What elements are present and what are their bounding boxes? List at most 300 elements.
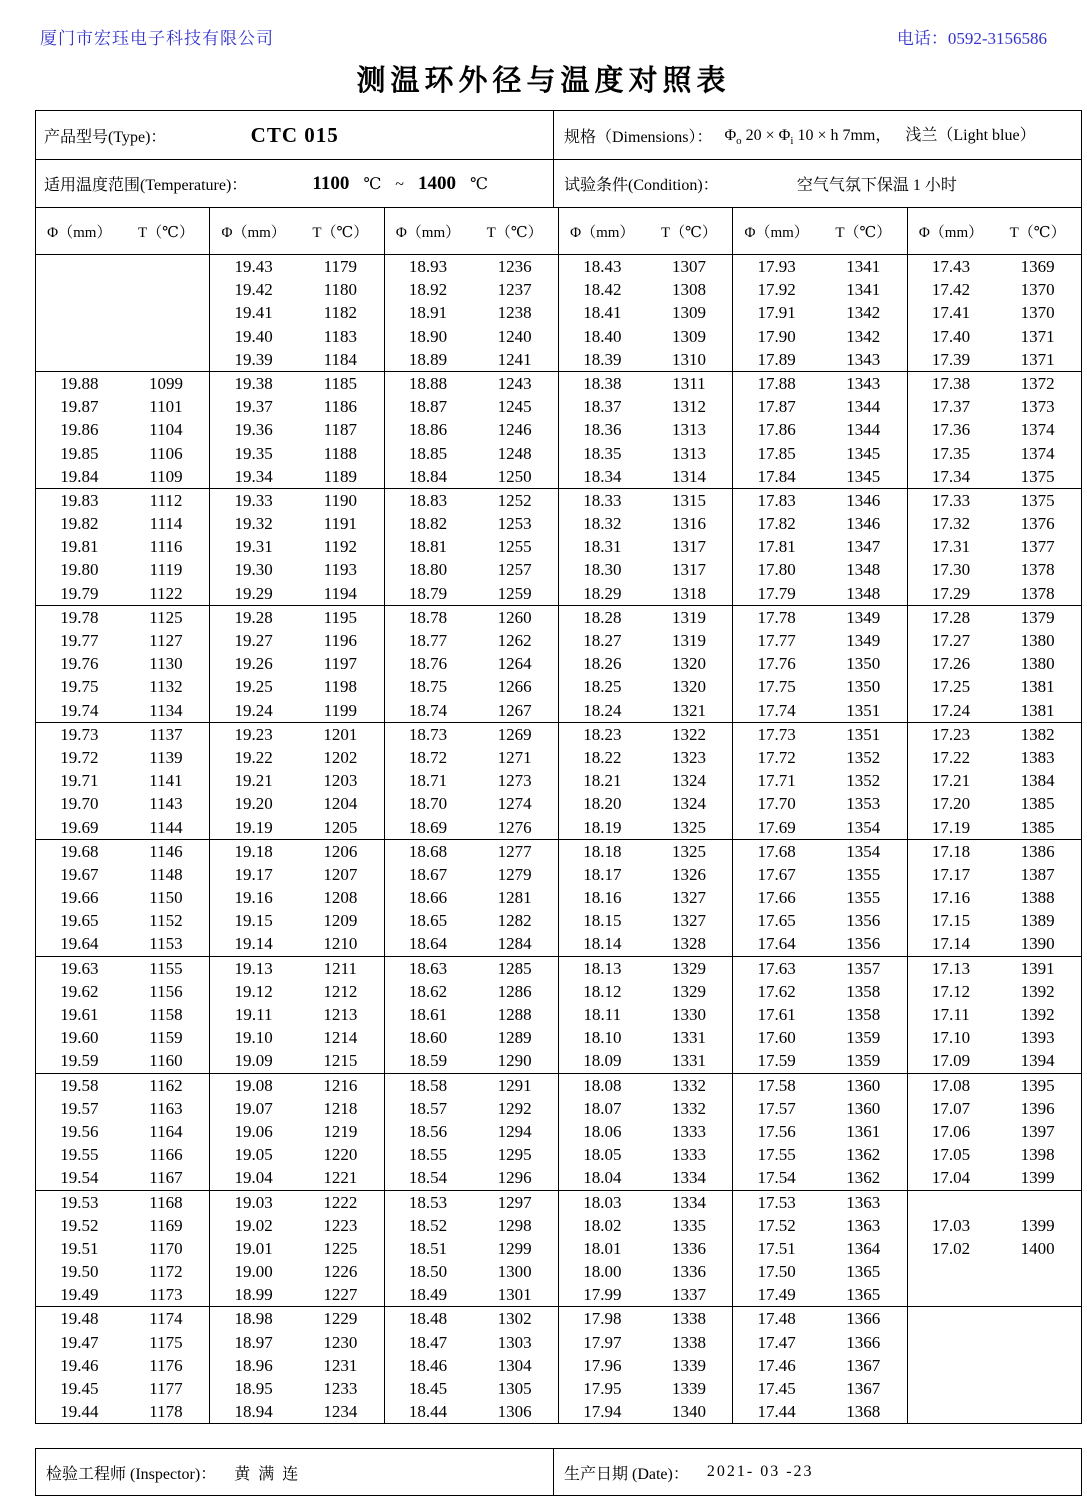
phi-value: 19.67: [60, 864, 99, 884]
phi-value: 19.27: [234, 631, 273, 650]
phi-value: 19.68: [60, 841, 99, 861]
t-value: 1333: [671, 1145, 706, 1165]
t-value: 1218: [323, 1098, 358, 1118]
phi-value: 19.40: [234, 326, 273, 346]
table-row: [908, 1400, 1081, 1423]
t-value: 1295: [497, 1145, 532, 1165]
table-row: [36, 629, 209, 652]
table-row: [733, 886, 906, 909]
t-value: 1273: [497, 771, 532, 791]
phi-value: 19.78: [60, 607, 99, 627]
table-row: [210, 1307, 383, 1330]
row-band: [385, 722, 558, 839]
table-row: [385, 1283, 558, 1306]
column-header-pair: [209, 208, 383, 254]
table-row: [210, 278, 383, 301]
table-row: [559, 629, 732, 652]
t-value: [994, 1400, 1081, 1423]
table-row: [733, 1354, 906, 1377]
table-row: [210, 418, 383, 441]
t-value: 1241: [497, 349, 532, 369]
phi-value: 18.97: [234, 1332, 273, 1352]
company-name: 厦门市宏珏电子科技有限公司: [40, 29, 274, 48]
phi-value: 19.25: [234, 677, 273, 697]
t-value: 1144: [149, 817, 183, 837]
row-band: [385, 1190, 558, 1307]
phi-value: 19.84: [60, 466, 99, 486]
t-value: 1212: [323, 981, 358, 1001]
table-row: [733, 582, 906, 605]
table-row: [908, 1354, 1081, 1377]
phi-value: 17.90: [757, 326, 796, 346]
phi-value: 17.76: [757, 654, 796, 674]
table-row: [210, 1097, 383, 1120]
phi-value: 17.69: [757, 817, 796, 837]
phi-value: 17.54: [757, 1168, 796, 1188]
row-band: [36, 1073, 209, 1190]
t-value: 1358: [846, 981, 881, 1001]
phi-value: 18.24: [583, 700, 622, 720]
table-row: [908, 325, 1081, 348]
t-value: 1222: [323, 1192, 358, 1212]
phi-value: 19.61: [60, 1005, 99, 1024]
t-value: 1302: [497, 1309, 532, 1329]
phi-value: 19.10: [234, 1028, 273, 1048]
t-value: 1330: [671, 1005, 706, 1024]
t-value: 1205: [323, 817, 358, 837]
phi-value: 17.27: [931, 631, 971, 650]
table-row: [908, 1377, 1081, 1400]
table-row: [908, 792, 1081, 815]
phi-value: 17.12: [931, 981, 971, 1001]
t-value: 1355: [846, 864, 881, 884]
phi-value: 19.53: [60, 1192, 99, 1212]
table-row: [908, 1026, 1081, 1049]
t-value: 1378: [1020, 583, 1055, 603]
t-value: 1371: [1020, 349, 1055, 369]
table-row: [385, 1191, 558, 1214]
dim-mid: 20 × Φ: [741, 127, 791, 145]
table-row: [559, 395, 732, 418]
table-row: [559, 1354, 732, 1377]
table-row: [385, 1354, 558, 1377]
row-band: [210, 1306, 383, 1423]
inspector-name: 黄 满 连: [234, 1465, 301, 1483]
row-band: [36, 488, 209, 605]
table-row: [385, 886, 558, 909]
phi-value: [908, 1400, 995, 1423]
table-row: [733, 1214, 906, 1237]
phi-value: 18.74: [408, 700, 448, 720]
t-value: 1109: [149, 466, 183, 486]
phi-value: 17.44: [757, 1402, 796, 1422]
column-header-pair: [384, 208, 558, 254]
phi-value: [36, 348, 123, 371]
table-row: [733, 465, 906, 488]
t-value: 1213: [323, 1005, 358, 1024]
t-value: 1214: [323, 1028, 358, 1048]
phi-value: 19.59: [60, 1051, 99, 1071]
row-band: [559, 255, 732, 371]
phi-value: 18.67: [408, 864, 448, 884]
t-value: 1155: [149, 958, 183, 978]
table-row: [908, 909, 1081, 932]
phi-value: 19.73: [60, 724, 99, 744]
date-cell: [554, 1449, 1081, 1495]
table-row: [210, 1260, 383, 1283]
t-value: 1173: [149, 1285, 183, 1305]
phi-value: 18.32: [583, 514, 622, 534]
t-value: 1338: [671, 1332, 706, 1352]
table-row: [385, 1074, 558, 1097]
phi-value: 19.57: [60, 1098, 99, 1118]
table-row: [385, 372, 558, 395]
table-row: [733, 489, 906, 512]
table-row: [559, 816, 732, 839]
phi-value: 19.31: [234, 537, 273, 557]
phi-value: 17.86: [757, 420, 796, 440]
table-row: [559, 746, 732, 769]
t-value: 1334: [671, 1168, 706, 1188]
phi-value: 18.76: [408, 654, 448, 674]
color-note: 浅兰（Light blue）: [905, 127, 1036, 145]
t-value: 1336: [671, 1262, 706, 1282]
table-row: [385, 278, 558, 301]
table-row: [559, 465, 732, 488]
table-row: [36, 1331, 209, 1354]
phi-value: 18.56: [408, 1121, 448, 1141]
table-row: [559, 1214, 732, 1237]
phi-value: 18.80: [408, 560, 448, 580]
t-value: 1349: [846, 607, 881, 627]
phi-value: 18.73: [408, 724, 448, 744]
t-value: 1391: [1020, 958, 1055, 978]
phi-value: 17.49: [757, 1285, 796, 1305]
phi-value: 17.56: [757, 1121, 796, 1141]
phi-value: 17.98: [583, 1309, 622, 1329]
table-row: [559, 301, 732, 324]
t-value: [123, 325, 210, 348]
type-value: CTC 015: [250, 122, 339, 147]
row-band: [908, 605, 1081, 722]
phi-value: 17.14: [931, 934, 971, 954]
t-value: 1314: [671, 466, 706, 486]
table-row: [733, 255, 906, 278]
phi-header: Φ（mm）: [395, 224, 461, 241]
phi-value: 17.72: [757, 747, 796, 767]
row-band: [210, 722, 383, 839]
t-value: 1358: [846, 1005, 881, 1024]
table-row: [210, 1026, 383, 1049]
table-row: [210, 629, 383, 652]
table-row: [385, 1307, 558, 1330]
phi-value: 18.69: [408, 817, 448, 837]
t-value: 1356: [846, 911, 881, 931]
table-row: [210, 442, 383, 465]
row-band: [733, 722, 906, 839]
phi-value: 19.50: [60, 1262, 99, 1282]
table-row: [908, 1166, 1081, 1189]
phi-value: 18.06: [583, 1121, 622, 1141]
phi-value: 19.15: [234, 911, 273, 931]
t-value: 1341: [846, 280, 881, 300]
t-value: 1158: [149, 1005, 183, 1024]
phi-value: 19.47: [60, 1332, 99, 1352]
phi-value: 19.87: [60, 397, 99, 417]
table-row: [385, 1143, 558, 1166]
table-row: [210, 1214, 383, 1237]
t-value: 1322: [671, 724, 706, 744]
table-row: [559, 348, 732, 371]
phi-value: 18.28: [583, 607, 622, 627]
t-value: 1377: [1020, 537, 1055, 557]
phi-value: 17.75: [757, 677, 796, 697]
t-value: 1267: [497, 700, 532, 720]
t-value: 1159: [149, 1028, 183, 1048]
phi-value: 17.33: [931, 490, 971, 510]
t-value: 1361: [846, 1121, 881, 1141]
phi-value: 18.13: [583, 958, 622, 978]
phi-value: 17.88: [757, 373, 796, 393]
t-value: 1340: [671, 1402, 706, 1422]
phi-value: 17.55: [757, 1145, 796, 1165]
table-row: [733, 1026, 906, 1049]
phi-value: 18.89: [408, 349, 448, 369]
table-row: [733, 1237, 906, 1260]
phi-value: [36, 301, 123, 324]
phi-value: 18.68: [408, 841, 448, 861]
t-value: 1269: [497, 724, 532, 744]
row-band: [733, 488, 906, 605]
table-row: [733, 840, 906, 863]
table-row: [210, 957, 383, 980]
table-row: [733, 1400, 906, 1423]
t-value: 1317: [671, 537, 706, 557]
t-value: 1327: [671, 911, 706, 931]
phi-value: 18.44: [408, 1402, 448, 1422]
table-row: [733, 1074, 906, 1097]
table-row: [559, 325, 732, 348]
table-row: [559, 957, 732, 980]
t-value: 1356: [846, 934, 881, 954]
table-row: [733, 1377, 906, 1400]
t-header: T（℃）: [138, 224, 194, 241]
t-value: 1331: [671, 1051, 706, 1071]
row-band: [733, 1306, 906, 1423]
phi-value: 18.71: [408, 771, 448, 791]
phi-value: 17.10: [931, 1028, 971, 1048]
t-value: 1156: [149, 981, 183, 1001]
table-row: [908, 816, 1081, 839]
t-value: 1343: [846, 349, 881, 369]
row-band: [908, 1190, 1081, 1307]
table-row: [36, 886, 209, 909]
phi-value: 19.86: [60, 420, 99, 440]
table-row: [908, 278, 1081, 301]
dim-size: 10 × h 7mm，: [793, 127, 892, 145]
phi-value: 17.41: [931, 303, 971, 323]
phi-value: 19.36: [234, 420, 273, 440]
table-row: [210, 909, 383, 932]
phi-value: 18.14: [583, 934, 622, 954]
t-value: 1143: [149, 794, 183, 814]
phi-value: 17.78: [757, 607, 796, 627]
t-value: 1366: [846, 1332, 881, 1352]
phi-value: 19.45: [60, 1379, 99, 1398]
phi-value: 18.05: [583, 1145, 622, 1165]
table-row: [385, 769, 558, 792]
phi-value: [908, 1307, 995, 1330]
phi-value: 18.91: [408, 303, 448, 323]
table-row: [385, 1049, 558, 1072]
table-row: [36, 1049, 209, 1072]
phi-value: 17.93: [757, 257, 796, 276]
phi-value: 19.48: [60, 1309, 99, 1329]
phi-value: 18.99: [234, 1285, 273, 1305]
table-row: [210, 769, 383, 792]
t-header: T（℃）: [835, 224, 892, 241]
phi-value: 19.33: [234, 490, 273, 510]
t-value: [994, 1191, 1081, 1214]
table-row: [733, 1283, 906, 1306]
table-row: [385, 606, 558, 629]
t-value: 1243: [497, 373, 532, 393]
row-band: [733, 956, 906, 1073]
table-row: [559, 886, 732, 909]
t-value: 1266: [497, 677, 532, 697]
phi-value: 17.23: [931, 724, 971, 744]
phi-value: 17.22: [931, 747, 971, 767]
table-row: [908, 1307, 1081, 1330]
t-value: [994, 1307, 1081, 1330]
table-row: [385, 1003, 558, 1026]
phi-value: 18.50: [408, 1262, 448, 1282]
table-row: [36, 1283, 209, 1306]
table-row: [36, 980, 209, 1003]
table-row: [210, 1074, 383, 1097]
phi-value: 18.92: [408, 280, 448, 300]
dimensions-label: 规格（Dimensions）：: [564, 128, 713, 146]
table-row: [908, 1283, 1081, 1306]
t-value: 1284: [497, 934, 532, 954]
t-value: 1260: [497, 607, 532, 627]
table-row: [210, 301, 383, 324]
t-value: 1335: [671, 1215, 706, 1235]
phi-value: 19.65: [60, 911, 99, 931]
phi-value: 19.81: [60, 537, 99, 557]
phi-value: 18.11: [583, 1005, 622, 1024]
t-value: 1194: [323, 583, 357, 603]
table-row: [559, 909, 732, 932]
phi-value: 19.01: [234, 1238, 273, 1258]
t-value: 1359: [846, 1051, 881, 1071]
table-row: [908, 957, 1081, 980]
t-value: 1375: [1020, 490, 1055, 510]
t-value: [123, 255, 210, 278]
table-row: [36, 699, 209, 722]
row-band: [733, 1190, 906, 1307]
t-value: 1317: [671, 560, 706, 580]
row-band: [559, 371, 732, 488]
date-label: 生产日期 (Date)：: [564, 1465, 689, 1483]
phi-value: 18.53: [408, 1192, 448, 1212]
phi-value: 17.68: [757, 841, 796, 861]
t-value: 1174: [149, 1309, 183, 1329]
phi-value: 19.64: [60, 934, 99, 954]
table-row: [36, 325, 209, 348]
phi-value: 19.19: [234, 817, 273, 837]
phi-value: 18.93: [408, 257, 448, 276]
t-value: 1324: [671, 794, 706, 814]
phi-value: 18.46: [408, 1355, 448, 1375]
table-row: [385, 863, 558, 886]
t-value: 1310: [671, 349, 706, 369]
table-row: [733, 1166, 906, 1189]
t-value: 1112: [149, 490, 183, 510]
table-row: [559, 1049, 732, 1072]
table-row: [36, 1097, 209, 1120]
phi-header: Φ（mm）: [47, 224, 112, 241]
t-value: 1240: [497, 326, 532, 346]
phi-value: 17.65: [757, 911, 796, 931]
table-row: [908, 465, 1081, 488]
t-value: 1182: [323, 303, 357, 323]
t-value: 1211: [323, 958, 357, 978]
column-header-pair: [558, 208, 732, 254]
t-value: 1382: [1020, 724, 1055, 744]
table-row: [210, 348, 383, 371]
phi-header: Φ（mm）: [570, 224, 635, 241]
t-value: 1346: [846, 514, 881, 534]
t-value: 1104: [149, 420, 183, 440]
phi-value: 18.75: [408, 677, 448, 697]
t-value: 1320: [671, 677, 706, 697]
table-column: [732, 255, 906, 1423]
t-value: 1398: [1020, 1145, 1055, 1165]
phi-value: 18.54: [408, 1168, 448, 1188]
t-value: 1276: [497, 817, 532, 837]
temp-tilde: ~: [395, 175, 404, 193]
table-row: [559, 372, 732, 395]
table-row: [733, 1143, 906, 1166]
t-value: [994, 1354, 1081, 1377]
table-row: [733, 629, 906, 652]
table-row: [36, 512, 209, 535]
table-row: [733, 1120, 906, 1143]
table-row: [733, 512, 906, 535]
phi-value: 17.82: [757, 514, 796, 534]
phi-value: 19.12: [234, 981, 273, 1001]
dimensions-cell: [554, 111, 1081, 159]
table-row: [908, 746, 1081, 769]
t-value: 1392: [1020, 1005, 1055, 1024]
phi-value: 19.26: [234, 654, 273, 674]
phi-value: 19.18: [234, 841, 273, 861]
phi-value: 19.63: [60, 958, 99, 978]
phi-value: 18.81: [408, 537, 448, 557]
phi-value: 18.23: [583, 724, 622, 744]
table-row: [733, 792, 906, 815]
table-row: [210, 886, 383, 909]
phi-value: 19.13: [234, 958, 273, 978]
phi-value: 17.07: [931, 1098, 971, 1118]
table-row: [733, 909, 906, 932]
t-header: T（℃）: [312, 224, 369, 241]
table-row: [210, 652, 383, 675]
t-value: 1313: [671, 420, 706, 440]
table-row: [36, 606, 209, 629]
phi-value: 17.20: [931, 794, 971, 814]
